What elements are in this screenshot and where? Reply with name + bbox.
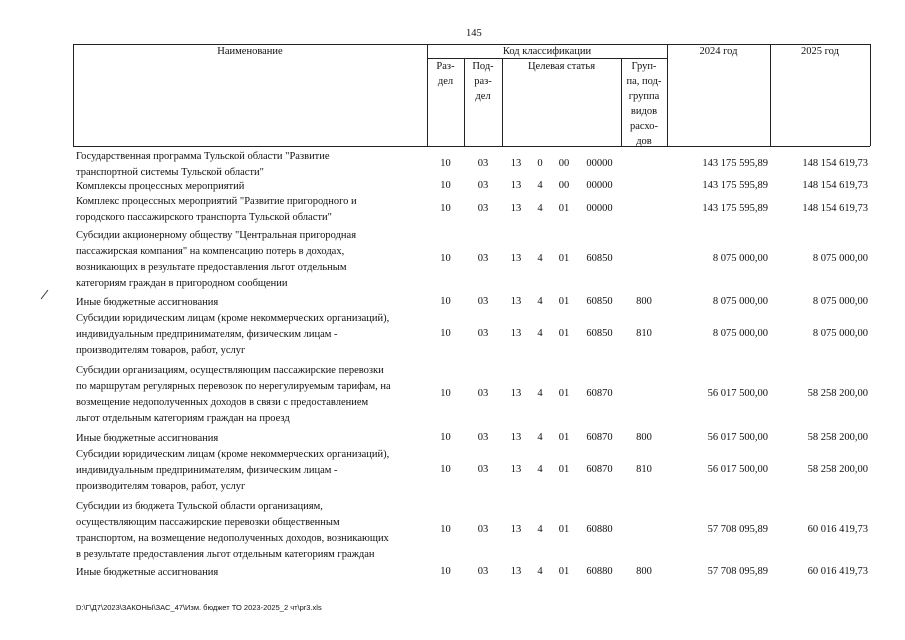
row-code-c1: 13	[510, 158, 522, 169]
row-code-c3: 01	[558, 253, 570, 264]
row-code-c2: 4	[537, 203, 543, 214]
row-code-c1: 13	[510, 432, 522, 443]
row-code-r: 10	[440, 180, 451, 191]
row-code-p: 03	[477, 566, 489, 577]
row-code-c2: 4	[537, 388, 543, 399]
row-amount-2025: 8 075 000,00	[812, 328, 868, 339]
row-code-c4: 00000	[586, 180, 613, 191]
row-code-p: 03	[477, 464, 489, 475]
row-code-g: 800	[636, 296, 652, 307]
header-target: Целевая статья	[527, 61, 596, 72]
row-name: Субсидии юридическим лицам (кроме некоммерческих организаций), индивидуальным предпринимателям, физическим лицам - производителям товаров, работ, услуг	[76, 449, 390, 492]
row-code-g: 800	[636, 566, 652, 577]
header-group: Груп- па, под- группа видов расхо- дов	[626, 61, 662, 147]
header-name: Наименование	[217, 46, 283, 57]
row-name: Комплекс процессных мероприятий "Развитие пригородного и городского пассажирского транспорта Тульской области"	[76, 196, 357, 223]
row-code-c3: 01	[558, 432, 570, 443]
row-code-g: 810	[636, 464, 652, 475]
row-name: Государственная программа Тульской области "Развитие транспортной системы Тульской области"	[76, 151, 330, 178]
header-divider	[73, 44, 74, 146]
row-amount-2024: 57 708 095,89	[707, 566, 768, 577]
row-code-c1: 13	[510, 328, 522, 339]
row-code-p: 03	[477, 158, 489, 169]
file-path-footer: D:\Г\Д7\2023\ЗАКОНЫ\ЗАС_47\Изм. бюджет ТО 2023-2025_2 чт\pr3.xls	[76, 603, 322, 612]
row-amount-2024: 56 017 500,00	[707, 464, 768, 475]
header-divider	[667, 44, 668, 146]
row-code-c2: 4	[537, 464, 543, 475]
row-name: Субсидии организациям, осуществляющим пассажирские перевозки по маршрутам регулярных перевозок по нерегулируемым тарифам, на возмещение недополученных доходов в связи с предоставлением льгот отдельным категориям граждан на проезд	[76, 365, 391, 424]
row-amount-2024: 8 075 000,00	[712, 253, 768, 264]
row-code-c3: 01	[558, 203, 570, 214]
row-code-c2: 0	[537, 158, 543, 169]
row-name: Субсидии из бюджета Тульской области организациям, осуществляющим пассажирские перевозки общественным транспортом, на возмещение недополученных доходов, возникающих в результате предоставления льгот отдельным категориям граждан	[76, 501, 389, 560]
row-code-c3: 01	[558, 388, 570, 399]
row-name: Комплексы процессных мероприятий	[76, 181, 245, 192]
row-code-r: 10	[440, 524, 451, 535]
row-code-r: 10	[440, 388, 451, 399]
row-code-c1: 13	[510, 253, 522, 264]
row-amount-2025: 148 154 619,73	[802, 180, 868, 191]
row-code-p: 03	[477, 296, 489, 307]
row-amount-2024: 56 017 500,00	[707, 432, 768, 443]
row-amount-2024: 8 075 000,00	[712, 296, 768, 307]
row-code-c3: 01	[558, 296, 570, 307]
row-amount-2025: 8 075 000,00	[812, 296, 868, 307]
row-amount-2025: 58 258 200,00	[807, 464, 868, 475]
header-podrazdel: Под- раз- дел	[472, 61, 494, 102]
row-name: Субсидии юридическим лицам (кроме некоммерческих организаций), индивидуальным предпринимателям, физическим лицам - производителям товаров, работ, услуг	[76, 313, 390, 356]
row-amount-2025: 148 154 619,73	[802, 158, 868, 169]
row-code-c4: 60870	[586, 464, 613, 475]
row-code-r: 10	[440, 203, 451, 214]
row-code-p: 03	[477, 432, 489, 443]
row-code-p: 03	[477, 180, 489, 191]
row-code-g: 810	[636, 328, 652, 339]
row-code-c2: 4	[537, 566, 543, 577]
row-amount-2025: 60 016 419,73	[807, 524, 868, 535]
row-code-r: 10	[440, 158, 451, 169]
row-code-g: 800	[636, 432, 652, 443]
row-code-c1: 13	[510, 203, 522, 214]
row-code-c2: 4	[537, 253, 543, 264]
row-code-r: 10	[440, 253, 451, 264]
row-code-c3: 01	[558, 566, 570, 577]
row-code-c1: 13	[510, 464, 522, 475]
row-amount-2024: 143 175 595,89	[702, 158, 768, 169]
row-amount-2025: 58 258 200,00	[807, 432, 868, 443]
header-year-2024: 2024 год	[699, 46, 738, 57]
row-code-c3: 01	[558, 328, 570, 339]
row-code-c3: 01	[558, 464, 570, 475]
row-code-c1: 13	[510, 566, 522, 577]
header-year-2025: 2025 год	[801, 46, 839, 57]
row-amount-2025: 148 154 619,73	[802, 203, 868, 214]
row-amount-2024: 8 075 000,00	[712, 328, 768, 339]
row-code-c2: 4	[537, 180, 543, 191]
row-code-r: 10	[440, 328, 451, 339]
row-code-r: 10	[440, 432, 451, 443]
row-code-c3: 00	[558, 180, 570, 191]
row-amount-2024: 143 175 595,89	[702, 203, 768, 214]
row-code-c4: 00000	[586, 203, 613, 214]
header-divider	[770, 44, 771, 146]
row-code-c4: 60850	[586, 296, 613, 307]
row-code-p: 03	[477, 524, 489, 535]
row-amount-2024: 143 175 595,89	[702, 180, 768, 191]
row-code-p: 03	[477, 328, 489, 339]
row-code-c4: 00000	[586, 158, 613, 169]
row-amount-2025: 60 016 419,73	[807, 566, 868, 577]
row-code-r: 10	[440, 296, 451, 307]
row-code-p: 03	[477, 388, 489, 399]
row-code-c2: 4	[537, 328, 543, 339]
row-code-c4: 60850	[586, 253, 613, 264]
row-code-c2: 4	[537, 432, 543, 443]
row-name: Иные бюджетные ассигнования	[76, 297, 219, 308]
row-code-c2: 4	[537, 296, 543, 307]
row-code-c1: 13	[510, 180, 522, 191]
row-code-c1: 13	[510, 524, 522, 535]
row-code-c4: 60870	[586, 388, 613, 399]
row-code-c4: 60880	[586, 524, 613, 535]
row-code-c1: 13	[510, 296, 522, 307]
row-code-c1: 13	[510, 388, 522, 399]
header-code-group: Код классификации	[502, 46, 592, 57]
header-razdel: Раз- дел	[436, 61, 455, 87]
row-code-p: 03	[477, 203, 489, 214]
row-amount-2025: 8 075 000,00	[812, 253, 868, 264]
row-name: Иные бюджетные ассигнования	[76, 433, 219, 444]
row-name: Иные бюджетные ассигнования	[76, 567, 219, 578]
row-code-p: 03	[477, 253, 489, 264]
row-amount-2024: 56 017 500,00	[707, 388, 768, 399]
row-amount-2024: 57 708 095,89	[707, 524, 768, 535]
row-name: Субсидии акционерному обществу "Центральная пригородная пассажирская компания" на компенсацию потерь в доходах, возникающих в результате предоставления льгот отдельным категориям граждан в пригородном сообщении	[76, 230, 357, 289]
row-amount-2025: 58 258 200,00	[807, 388, 868, 399]
row-code-r: 10	[440, 464, 451, 475]
page-number: 145	[466, 28, 482, 39]
header-divider	[870, 44, 871, 146]
pen-mark-icon	[40, 288, 50, 300]
row-code-c3: 01	[558, 524, 570, 535]
row-code-c2: 4	[537, 524, 543, 535]
row-code-c4: 60850	[586, 328, 613, 339]
row-code-r: 10	[440, 566, 451, 577]
row-code-c4: 60880	[586, 566, 613, 577]
row-code-c4: 60870	[586, 432, 613, 443]
row-code-c3: 00	[558, 158, 570, 169]
